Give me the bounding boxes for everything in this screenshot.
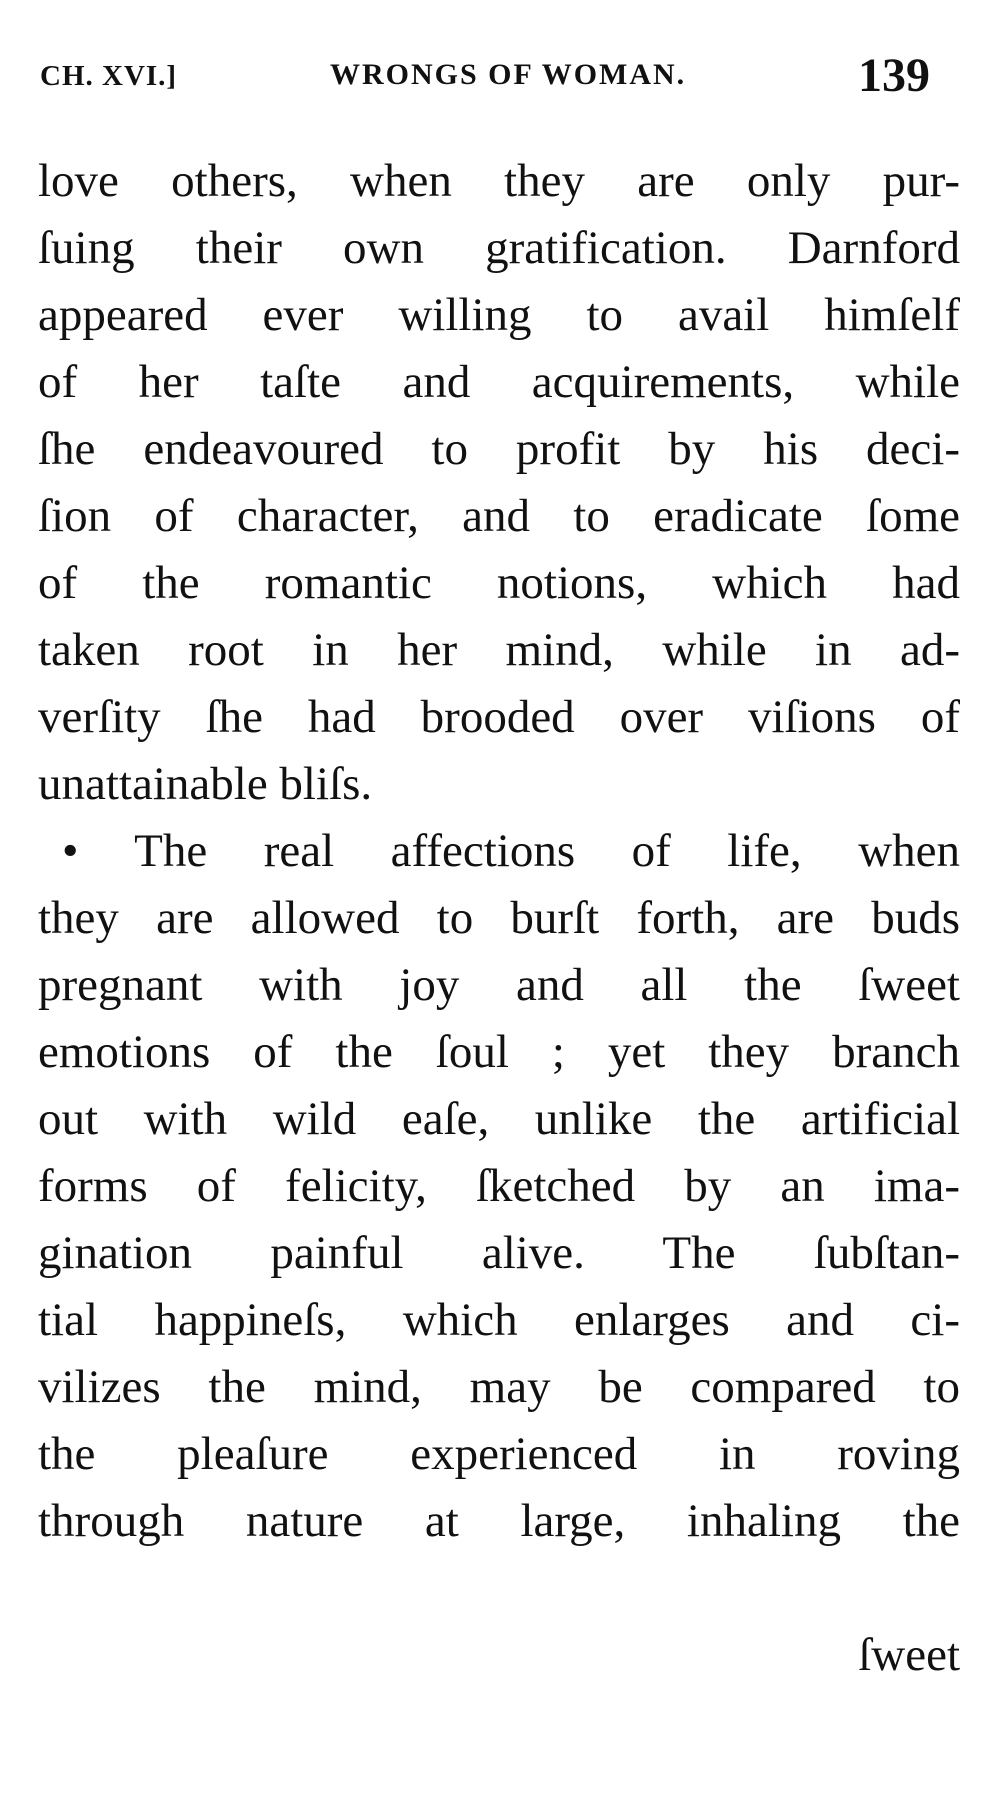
- text-line: love others, when they are only pur-: [38, 155, 960, 207]
- chapter-marker: CH. XVI.]: [40, 60, 178, 92]
- text-line: vilizes the mind, may be compared to: [38, 1361, 960, 1413]
- text-line: gination painful alive. The ſubſtan-: [38, 1227, 960, 1279]
- text-line: taken root in her mind, while in ad-: [38, 624, 960, 676]
- text-line: ſhe endeavoured to profit by his deci-: [38, 423, 960, 475]
- text-line: they are allowed to burſt forth, are buds: [38, 892, 960, 944]
- paragraph-start-line: • The real affections of life, when: [62, 825, 960, 877]
- text-line: tial happineſs, which enlarges and ci-: [38, 1294, 960, 1346]
- text-line: ſion of character, and to eradicate ſome: [38, 490, 960, 542]
- body-text: [38, 148, 960, 1555]
- paragraph-end-line: unattainable bliſs.: [38, 758, 373, 810]
- text-line: of her taſte and acquirements, while: [38, 356, 960, 408]
- text-line: of the romantic notions, which had: [38, 557, 960, 609]
- text-line: the pleaſure experienced in roving: [38, 1428, 960, 1480]
- text-line: through nature at large, inhaling the: [38, 1495, 960, 1547]
- catchword: ſweet: [858, 1629, 960, 1681]
- text-line: appeared ever willing to avail himſelf: [38, 289, 960, 341]
- text-line: verſity ſhe had brooded over viſions of: [38, 691, 960, 743]
- running-head: [0, 48, 1000, 108]
- text-line: out with wild eaſe, unlike the artificial: [38, 1093, 960, 1145]
- text-line: pregnant with joy and all the ſweet: [38, 959, 960, 1011]
- text-line: emotions of the ſoul ; yet they branch: [38, 1026, 960, 1078]
- page-number: 139: [858, 49, 930, 102]
- text-line: forms of felicity, ſketched by an ima-: [38, 1160, 960, 1212]
- running-title: WRONGS OF WOMAN.: [330, 58, 687, 91]
- text-line: ſuing their own gratification. Darnford: [38, 222, 960, 274]
